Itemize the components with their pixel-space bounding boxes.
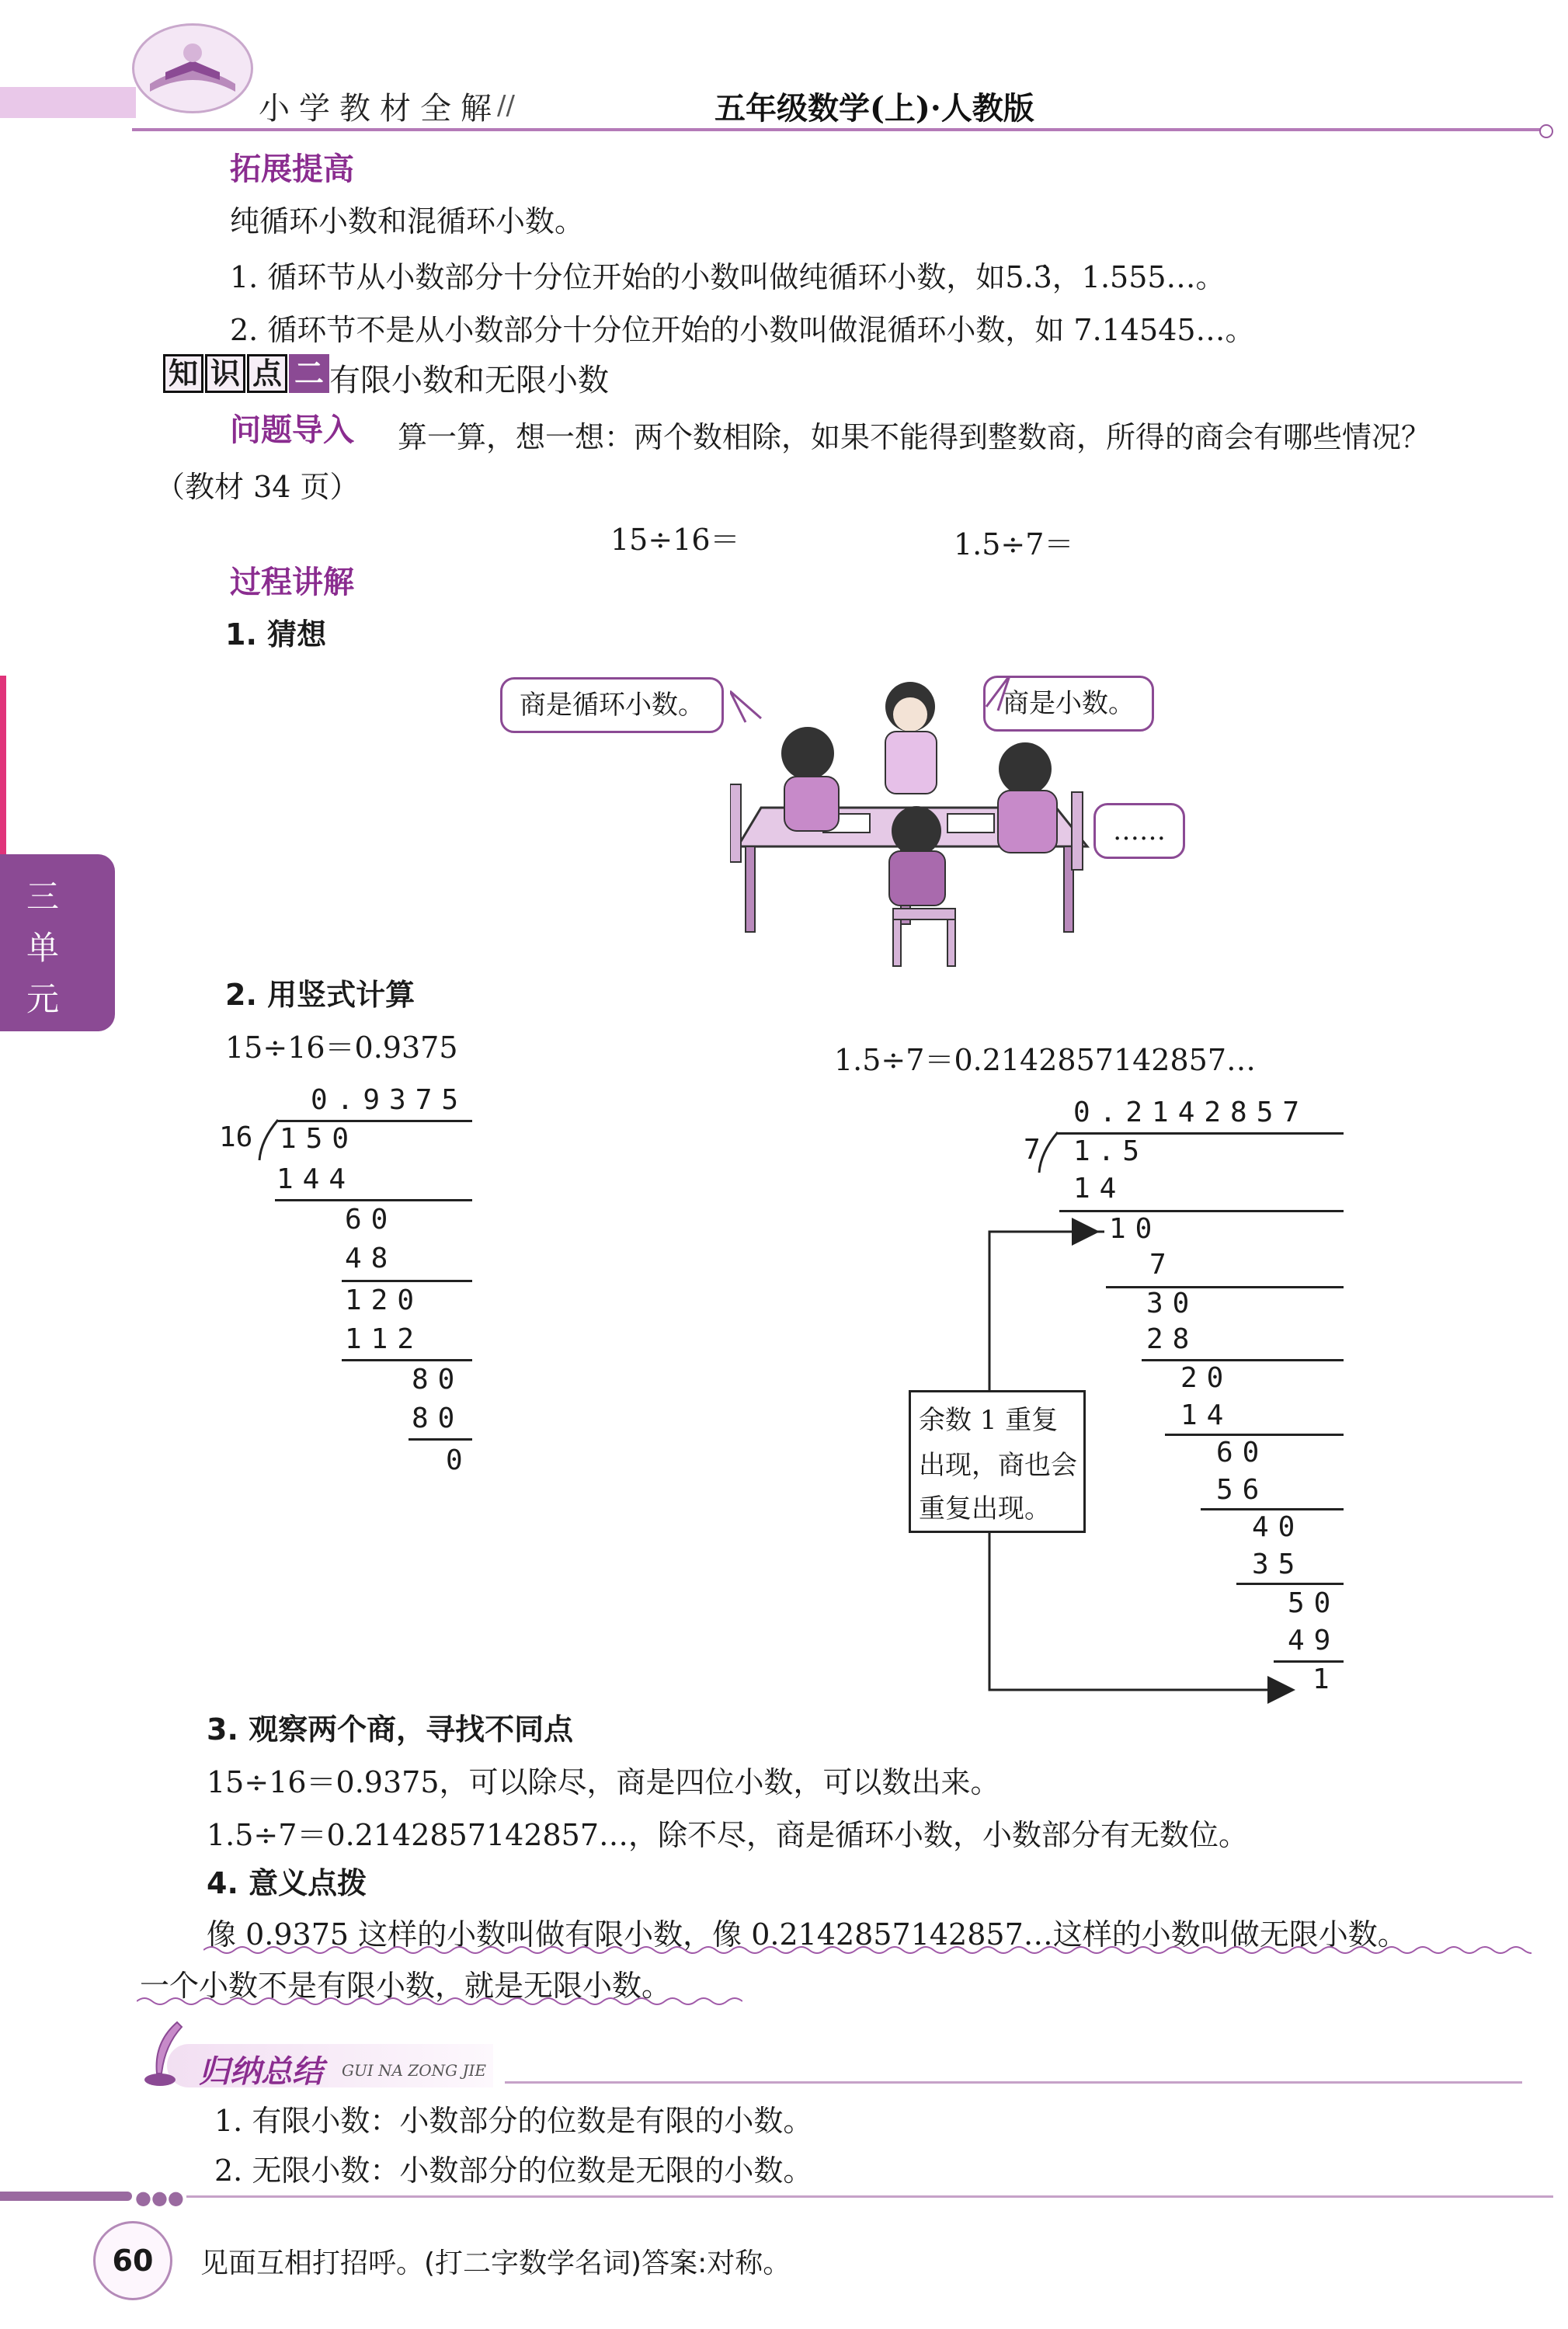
division-step: 35 [1252,1549,1305,1580]
expression: 15÷16＝ [610,523,740,557]
textbook-reference: （教材 34 页） [155,470,360,504]
division-line [275,1199,472,1201]
equation: 1.5÷7＝0.2142857142857… [834,1043,1257,1077]
wavy-underline [137,1996,742,2007]
dividend: 150 [280,1123,359,1155]
division-step: 60 [1216,1437,1269,1469]
knowledge-point-title: 有限小数和无限小数 [329,363,609,398]
step-heading: 2. 用竖式计算 [225,978,415,1012]
speech-bubble: 商是小数。 [983,676,1154,732]
division-step: 144 [276,1163,356,1195]
observation-line: 1.5÷7＝0.2142857142857…，除不尽，商是循环小数，小数部分有无数位。 [207,1818,1249,1852]
footer-band [0,2192,132,2201]
process-heading: 过程讲解 [230,565,354,600]
note-line: 出现，商也会 [919,1450,1077,1481]
division-step: 120 [345,1284,424,1316]
knowledge-box: 点 [247,354,287,393]
note-line: 余数 1 重复 [919,1405,1059,1436]
division-step: 30 [1146,1288,1199,1319]
division-step: 10 [1109,1213,1162,1245]
division-step: 60 [345,1204,398,1236]
quotient: 0.2142857 [1073,1097,1309,1128]
book-logo-icon [132,23,253,113]
division-step: 49 [1288,1625,1340,1656]
knowledge-point-label [163,354,331,393]
division-step: 20 [1180,1362,1233,1394]
division-line [342,1359,472,1361]
division-step: 28 [1146,1323,1199,1355]
step-heading: 1. 猜想 [225,617,327,652]
extension-intro: 纯循环小数和混循环小数。 [230,204,585,238]
summary-pinyin: GUI NA ZONG JIE [342,2061,487,2080]
header-rule [132,128,1545,131]
summary-heading: 归纳总结 [199,2054,323,2090]
division-step: 14 [1073,1173,1126,1204]
definition-line: 像 0.9375 这样的小数叫做有限小数，像 0.2142857142857…这样的小数叫做无限小数。 [207,1917,1407,1952]
step-heading: 4. 意义点拨 [207,1866,367,1900]
series-name: 小学教材全解 [259,91,501,127]
wavy-underline [203,1945,1531,1955]
division-bar [278,1120,472,1122]
division-step: 80 [412,1364,464,1396]
division-bracket [1036,1131,1059,1174]
division-step: 0 [446,1444,463,1476]
students-at-table-illustration [730,676,1118,971]
header-band [0,87,136,118]
division-step: 7 [1149,1249,1166,1281]
dividend: 1.5 [1073,1135,1148,1167]
knowledge-box: 知 [163,354,203,393]
observation-line: 15÷16＝0.9375，可以除尽，商是四位小数，可以数出来。 [207,1765,1000,1799]
problem-heading: 问题导入 [230,412,354,448]
knowledge-box: 二 [289,354,329,393]
unit-tab-char: 三 [26,878,59,916]
summary-rule [505,2081,1522,2084]
unit-tab-char: 元 [26,980,59,1018]
header-dot [1539,124,1553,138]
speech-bubble: …… [1093,803,1185,859]
division-step: 14 [1180,1399,1233,1431]
division-step: 40 [1252,1511,1305,1543]
note-line: 重复出现。 [919,1493,1051,1524]
summary-item: 2. 无限小数：小数部分的位数是无限的小数。 [214,2153,813,2188]
equation: 15÷16＝0.9375 [225,1031,458,1065]
knowledge-box: 识 [205,354,245,393]
division-step: 112 [345,1323,424,1355]
divisor: 7 [1024,1134,1041,1166]
division-line [409,1438,472,1441]
expression: 1.5÷7＝ [954,527,1074,561]
footer-dots: ●●● [135,2187,184,2209]
division-line [342,1280,472,1282]
division-step: 56 [1216,1474,1269,1506]
side-accent [0,676,6,854]
quotient: 0.9375 [311,1084,468,1116]
quill-icon [138,2019,193,2089]
page-header-title: 五年级数学(上)·人教版 [714,90,1034,127]
extension-heading: 拓展提高 [230,151,354,187]
division-step: 48 [345,1243,398,1274]
slash-decoration: // [497,90,515,121]
page-number: 60 [93,2221,172,2300]
division-step: 1 [1312,1663,1330,1695]
division-bar [1056,1132,1344,1135]
division-step: 80 [412,1403,464,1434]
footer-riddle: 见面互相打招呼。(打二字数学名词)答案:对称。 [200,2247,791,2279]
extension-item: 2. 循环节不是从小数部分十分位开始的小数叫做混循环小数，如 7.14545…。 [230,313,1255,347]
definition-line: 一个小数不是有限小数，就是无限小数。 [140,1969,672,2003]
repeat-note-box [909,1390,1086,1533]
division-step: 50 [1288,1587,1340,1619]
summary-item: 1. 有限小数：小数部分的位数是有限的小数。 [214,2104,813,2138]
problem-text: 算一算，想一想：两个数相除，如果不能得到整数商，所得的商会有哪些情况？ [398,420,1431,454]
unit-tab [0,854,115,1031]
step-heading: 3. 观察两个商，寻找不同点 [207,1712,574,1747]
extension-item: 1. 循环节从小数部分十分位开始的小数叫做纯循环小数，如5.3̇，1.555…。 [230,260,1226,294]
speech-bubble: 商是循环小数。 [500,677,724,733]
division-bracket [256,1118,280,1162]
unit-tab-char: 单 [26,929,59,967]
footer-rule [186,2195,1553,2198]
divisor: 16 [219,1121,253,1153]
